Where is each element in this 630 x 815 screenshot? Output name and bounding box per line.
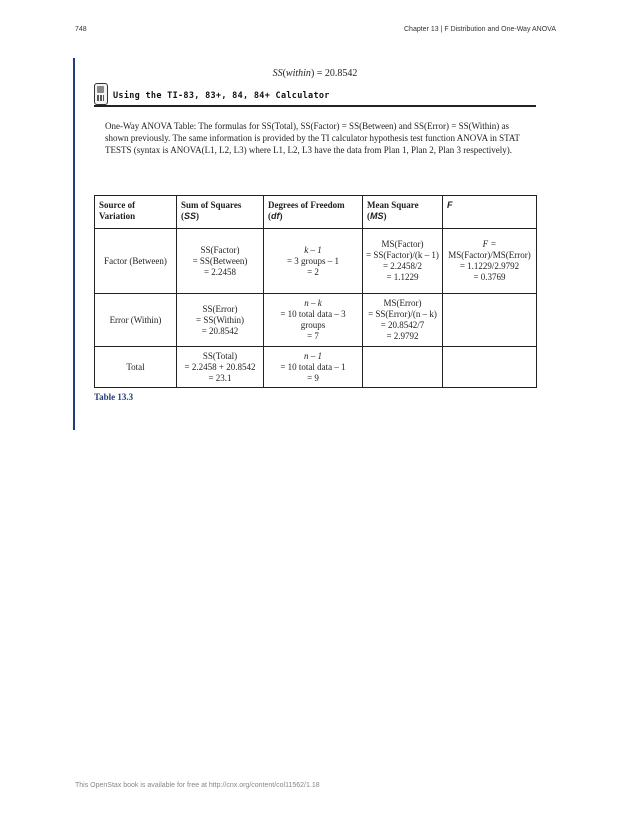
cell-ss: SS(Error) = SS(Within) = 20.8542	[177, 294, 264, 347]
header-ms: Mean Square (MS)	[363, 196, 443, 229]
table-row	[95, 347, 537, 388]
formula-arg: within	[285, 68, 311, 79]
cell-ms: MS(Error) = SS(Error)/(n – k) = 20.8542/7 = 2.9792	[363, 294, 443, 347]
header-ss: Sum of Squares (SS)	[177, 196, 264, 229]
cell-ms	[363, 347, 443, 388]
ss-within-formula: SS(within) = 20.8542	[272, 68, 358, 79]
anova-table	[94, 195, 537, 388]
table-caption: Table 13.3	[94, 392, 134, 402]
header-df: Degrees of Freedom (df)	[264, 196, 363, 229]
formula-lhs: SS	[272, 68, 283, 79]
cell-df: n – k = 10 total data – 3 groups = 7	[264, 294, 363, 347]
table-row	[95, 294, 537, 347]
cell-f: F = MS(Factor)/MS(Error) = 1.1229/2.9792 = 0.3769	[443, 229, 537, 294]
calculator-box-title: Using the TI-83, 83+, 84, 84+ Calculator	[113, 91, 330, 101]
formula-value: = 20.8542	[316, 68, 358, 79]
section-sidebar-bar	[73, 58, 75, 430]
cell-f	[443, 294, 537, 347]
header-f: F	[443, 196, 537, 229]
cell-source: Error (Within)	[95, 294, 177, 347]
cell-f	[443, 347, 537, 388]
table-row	[95, 229, 537, 294]
calculator-paragraph: One-Way ANOVA Table: The formulas for SS(Total), SS(Factor) = SS(Between) and SS(Error) = SS(Within) as shown previously. The same information is provided by the TI calculator hypothesis test function ANOVA in STAT TESTS (syntax is ANOVA(L1, L2, L3) where L1, L2, L3 have the data from Plan 1, Plan 2, Plan 3 respectively).	[105, 121, 520, 155]
calculator-box-rule	[94, 105, 536, 107]
chapter-title: Chapter 13 | F Distribution and One-Way ANOVA	[404, 26, 556, 33]
page-number: 748	[75, 26, 87, 33]
cell-df: n – 1 = 10 total data – 1 = 9	[264, 347, 363, 388]
cell-df: k – 1 = 3 groups – 1 = 2	[264, 229, 363, 294]
cell-ss: SS(Total) = 2.2458 + 20.8542 = 23.1	[177, 347, 264, 388]
cell-source: Factor (Between)	[95, 229, 177, 294]
cell-ms: MS(Factor) = SS(Factor)/(k – 1) = 2.2458/2 = 1.1229	[363, 229, 443, 294]
calculator-icon	[94, 83, 108, 105]
header-source: Source of Variation	[95, 196, 177, 229]
table-header-row	[95, 196, 537, 229]
cell-source: Total	[95, 347, 177, 388]
cell-ss: SS(Factor) = SS(Between) = 2.2458	[177, 229, 264, 294]
page-footer: This OpenStax book is available for free at http://cnx.org/content/col11562/1.18	[75, 782, 320, 789]
